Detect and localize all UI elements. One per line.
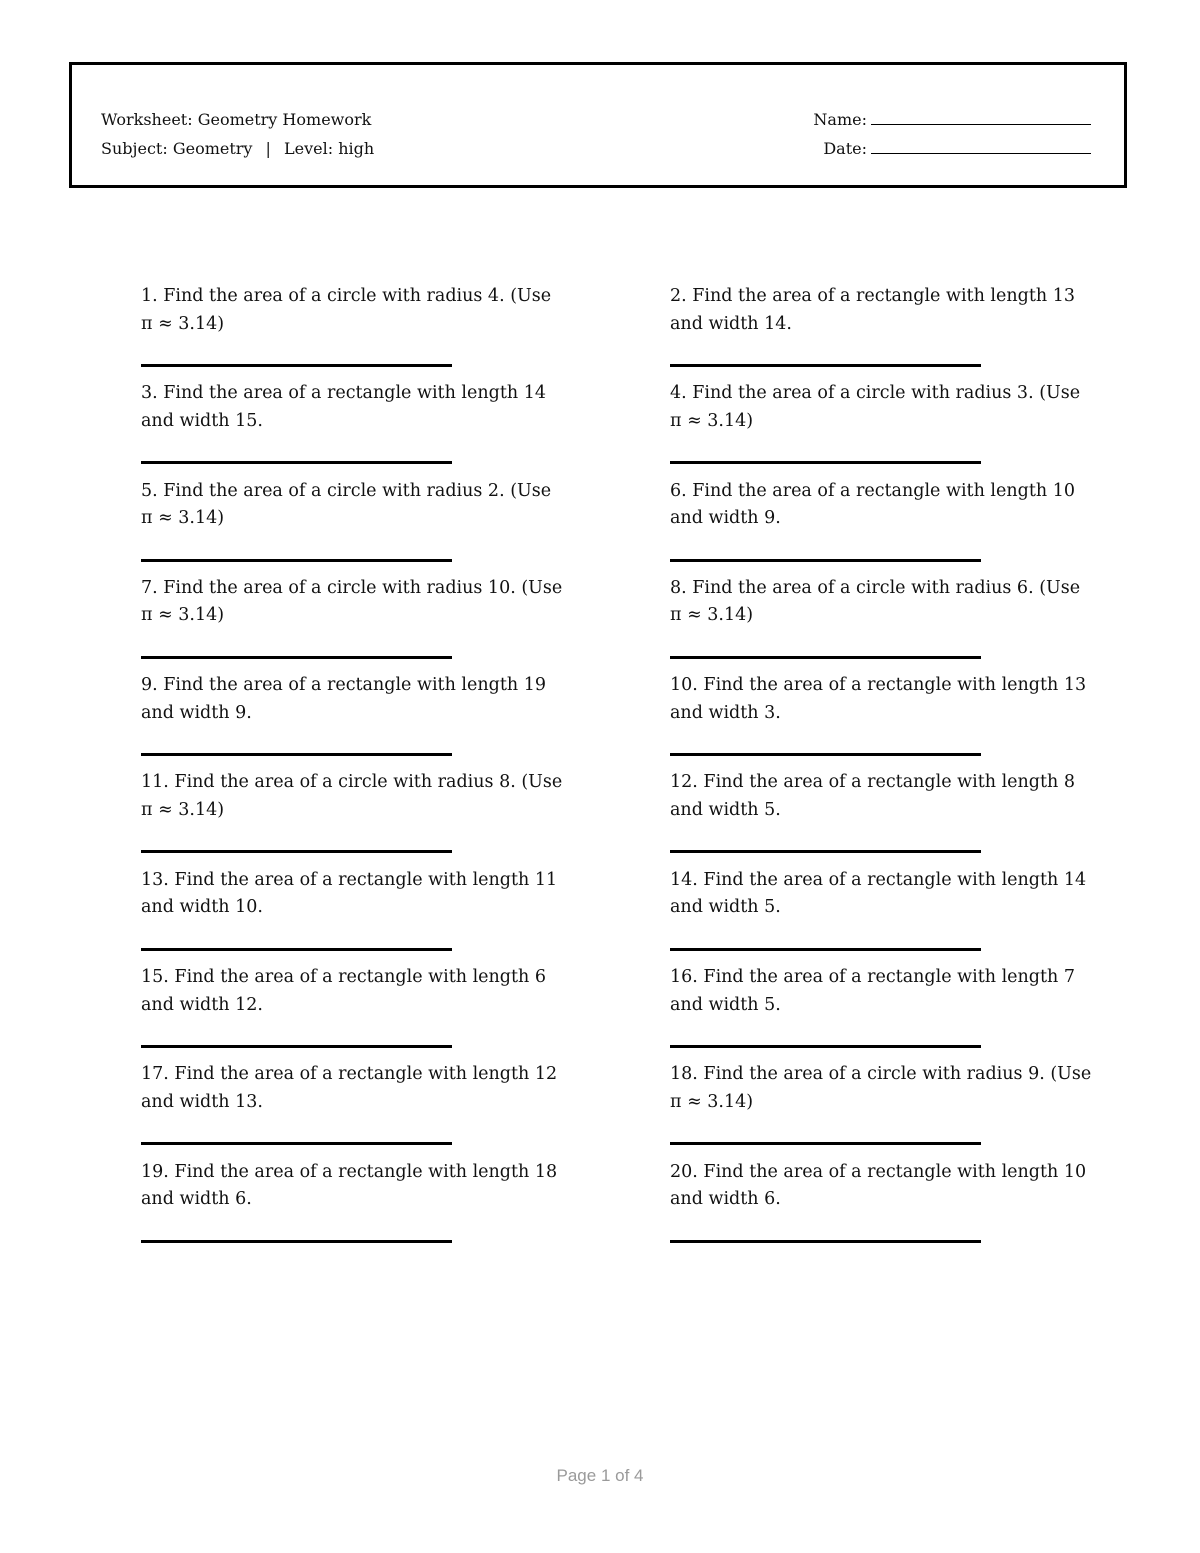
- question-number: 13.: [141, 869, 169, 890]
- question-text: [670, 283, 1095, 338]
- question-number: 4.: [670, 383, 687, 404]
- question-prompt: Find the area of a rectangle with length 13 and width 14.: [670, 286, 1075, 334]
- worksheet-header: [69, 62, 1127, 188]
- question-prompt: Find the area of a circle with radius 6. (Use π ≈ 3.14): [670, 577, 1081, 626]
- question-text: [670, 575, 1095, 630]
- question-number: 10.: [670, 675, 698, 696]
- question-item: [141, 867, 566, 964]
- answer-line[interactable]: [670, 364, 981, 367]
- answer-line[interactable]: [141, 850, 452, 853]
- question-item: [141, 1061, 566, 1158]
- question-text: [670, 478, 1095, 533]
- answer-line[interactable]: [670, 753, 981, 756]
- answer-line[interactable]: [141, 1045, 452, 1048]
- question-item: [670, 964, 1095, 1061]
- question-number: 3.: [141, 383, 158, 404]
- question-number: 6.: [670, 480, 687, 501]
- page-number: Page 1 of 4: [556, 1466, 644, 1485]
- question-text: [670, 964, 1095, 1019]
- question-prompt: Find the area of a rectangle with length 7 and width 5.: [670, 967, 1075, 1015]
- question-text: [670, 1159, 1095, 1214]
- worksheet-title-line: [101, 105, 374, 134]
- question-prompt: Find the area of a circle with radius 8. (Use π ≈ 3.14): [141, 772, 563, 820]
- question-item: [141, 575, 566, 672]
- level-label: Level:: [284, 139, 334, 158]
- question-text: [670, 380, 1095, 435]
- question-prompt: Find the area of a rectangle with length 19 and width 9.: [141, 675, 546, 723]
- question-number: 14.: [670, 869, 698, 890]
- question-prompt: Find the area of a rectangle with length 8 and width 5.: [670, 772, 1075, 820]
- question-item: [141, 283, 566, 380]
- question-item: [141, 478, 566, 575]
- name-blank[interactable]: [871, 110, 1091, 125]
- answer-line[interactable]: [670, 1240, 981, 1243]
- question-text: [141, 964, 566, 1019]
- level-value: high: [338, 139, 375, 158]
- question-text: [141, 380, 566, 435]
- date-field[interactable]: [813, 134, 1091, 163]
- question-item: [670, 769, 1095, 866]
- answer-line[interactable]: [670, 948, 981, 951]
- question-number: 11.: [141, 772, 169, 793]
- worksheet-title: Geometry Homework: [197, 110, 372, 129]
- student-fields: [813, 105, 1091, 163]
- question-number: 8.: [670, 577, 687, 598]
- answer-line[interactable]: [141, 656, 452, 659]
- question-item: [670, 380, 1095, 477]
- question-number: 1.: [141, 286, 158, 306]
- name-field[interactable]: [813, 105, 1091, 134]
- question-number: 12.: [670, 772, 698, 793]
- question-number: 15.: [141, 967, 169, 988]
- question-number: 5.: [141, 480, 158, 501]
- header-info: [101, 105, 374, 163]
- question-number: 7.: [141, 577, 158, 598]
- question-prompt: Find the area of a rectangle with length 12 and width 13.: [141, 1064, 558, 1112]
- question-prompt: Find the area of a rectangle with length 10 and width 9.: [670, 480, 1075, 529]
- answer-line[interactable]: [141, 461, 452, 464]
- question-text: [141, 672, 566, 727]
- date-label: Date:: [823, 139, 867, 158]
- answer-line[interactable]: [141, 753, 452, 756]
- question-text: [141, 478, 566, 533]
- question-prompt: Find the area of a circle with radius 9. (Use π ≈ 3.14): [670, 1064, 1092, 1112]
- question-prompt: Find the area of a rectangle with length 10 and width 6.: [670, 1161, 1087, 1210]
- question-item: [670, 867, 1095, 964]
- question-grid: [141, 283, 1095, 1256]
- question-text: [141, 1159, 566, 1214]
- question-prompt: Find the area of a rectangle with length 13 and width 3.: [670, 675, 1087, 723]
- question-item: [141, 769, 566, 866]
- question-item: [670, 1159, 1095, 1256]
- question-text: [141, 867, 566, 922]
- subject-value: Geometry: [172, 139, 253, 158]
- question-prompt: Find the area of a circle with radius 3. (Use π ≈ 3.14): [670, 383, 1081, 431]
- question-text: [670, 867, 1095, 922]
- question-item: [141, 380, 566, 477]
- question-text: [141, 283, 566, 338]
- question-prompt: Find the area of a circle with radius 10. (Use π ≈ 3.14): [141, 577, 563, 626]
- question-prompt: Find the area of a rectangle with length 18 and width 6.: [141, 1161, 558, 1210]
- question-number: 17.: [141, 1064, 169, 1085]
- question-item: [670, 283, 1095, 380]
- question-text: [141, 769, 566, 824]
- answer-line[interactable]: [670, 656, 981, 659]
- answer-line[interactable]: [670, 1142, 981, 1145]
- question-prompt: Find the area of a circle with radius 2. (Use π ≈ 3.14): [141, 480, 552, 529]
- question-number: 16.: [670, 967, 698, 988]
- question-item: [670, 575, 1095, 672]
- answer-line[interactable]: [141, 948, 452, 951]
- question-text: [141, 575, 566, 630]
- answer-line[interactable]: [141, 1240, 452, 1243]
- answer-line[interactable]: [670, 850, 981, 853]
- question-text: [670, 1061, 1095, 1116]
- question-item: [141, 964, 566, 1061]
- question-item: [141, 672, 566, 769]
- question-prompt: Find the area of a rectangle with length 14 and width 15.: [141, 383, 546, 431]
- question-number: 9.: [141, 675, 158, 696]
- question-number: 2.: [670, 286, 687, 306]
- question-prompt: Find the area of a rectangle with length 14 and width 5.: [670, 869, 1087, 918]
- question-prompt: Find the area of a circle with radius 4. (Use π ≈ 3.14): [141, 286, 552, 334]
- question-item: [670, 478, 1095, 575]
- question-text: [141, 1061, 566, 1116]
- subject-level-line: [101, 134, 374, 163]
- answer-line[interactable]: [670, 559, 981, 562]
- question-text: [670, 672, 1095, 727]
- answer-line[interactable]: [141, 559, 452, 562]
- answer-line[interactable]: [141, 1142, 452, 1145]
- answer-line[interactable]: [670, 1045, 981, 1048]
- name-label: Name:: [813, 110, 867, 129]
- question-number: 18.: [670, 1064, 698, 1085]
- question-prompt: Find the area of a rectangle with length 11 and width 10.: [141, 869, 558, 918]
- answer-line[interactable]: [141, 364, 452, 367]
- question-item: [670, 672, 1095, 769]
- answer-line[interactable]: [670, 461, 981, 464]
- question-number: 19.: [141, 1161, 169, 1182]
- question-number: 20.: [670, 1161, 698, 1182]
- header-separator: |: [265, 139, 271, 158]
- question-text: [670, 769, 1095, 824]
- subject-label: Subject:: [101, 139, 168, 158]
- worksheet-label: Worksheet:: [101, 110, 193, 129]
- question-prompt: Find the area of a rectangle with length 6 and width 12.: [141, 967, 546, 1015]
- date-blank[interactable]: [871, 139, 1091, 154]
- question-item: [141, 1159, 566, 1256]
- question-item: [670, 1061, 1095, 1158]
